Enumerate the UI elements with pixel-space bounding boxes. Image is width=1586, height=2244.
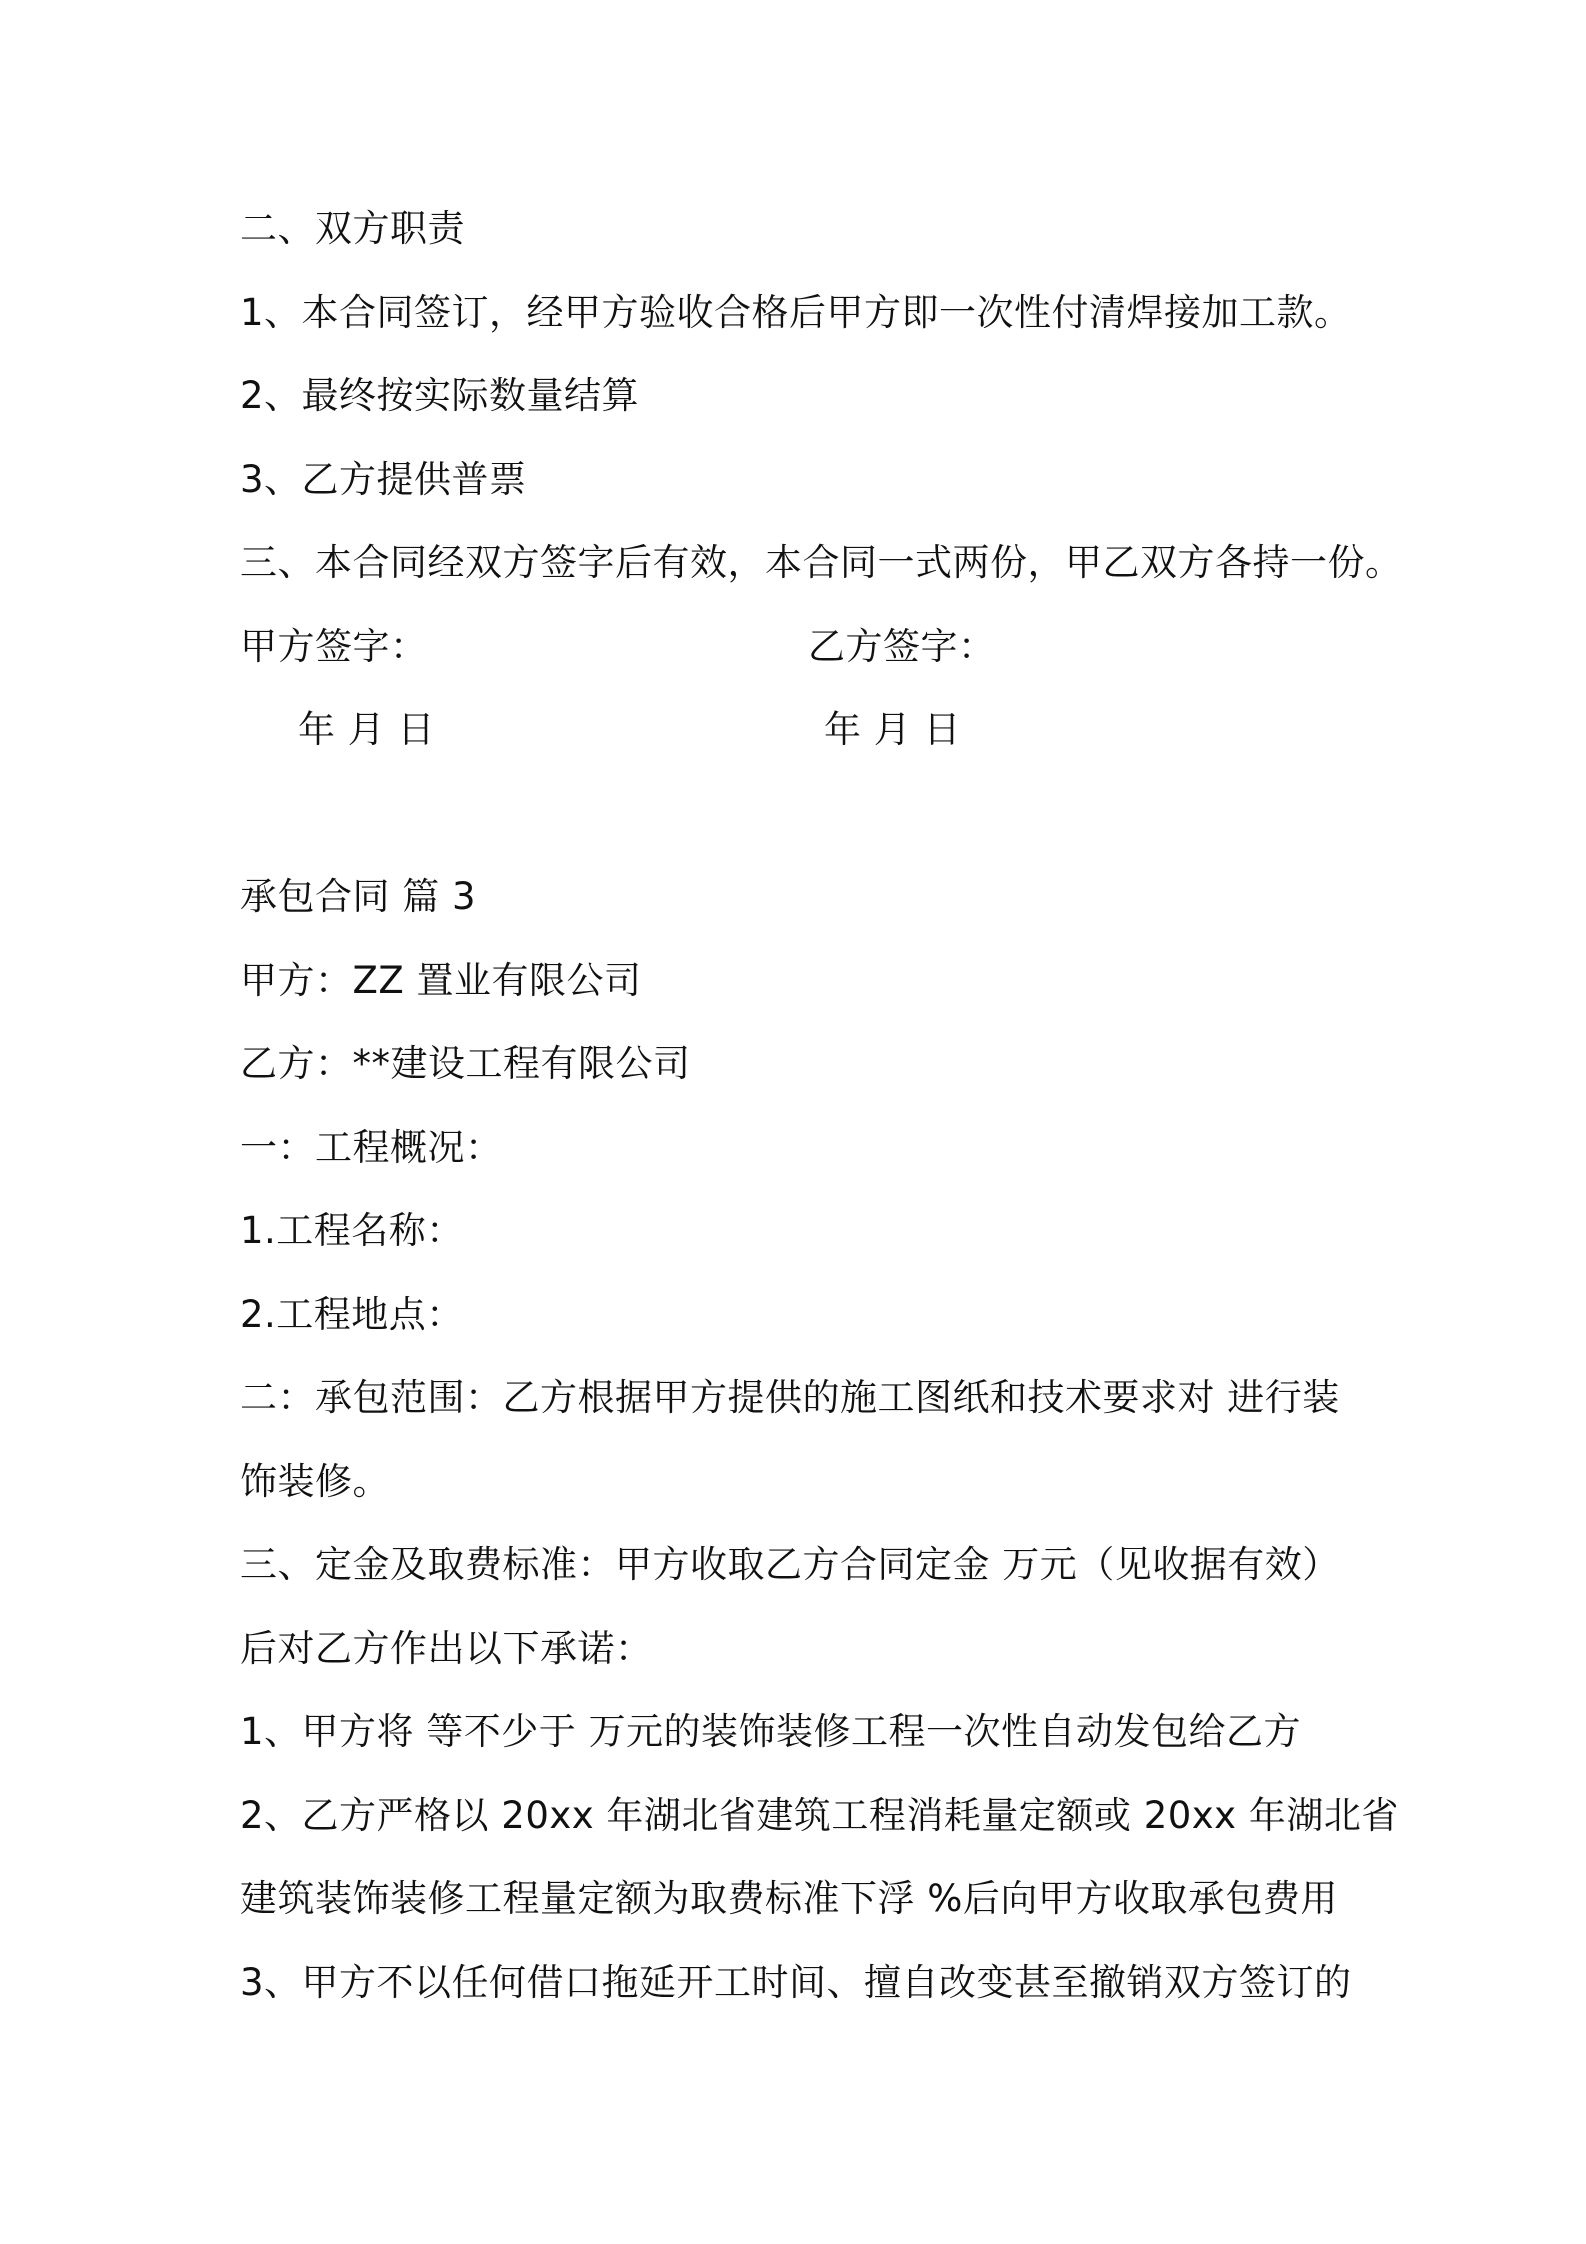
promise-item-2-line-2: 建筑装饰装修工程量定额为取费标准下浮 %后向甲方收取承包费用	[240, 1877, 1338, 1920]
deposit-line-1: 三、定金及取费标准：甲方收取乙方合同定金 万元（见收据有效）	[240, 1543, 1340, 1586]
duty-item-3: 3、乙方提供普票	[240, 458, 527, 501]
duty-item-2: 2、最终按实际数量结算	[240, 374, 640, 417]
scope-line-2: 饰装修。	[240, 1460, 390, 1503]
duty-item-1: 1、本合同签订，经甲方验收合格后甲方即一次性付清焊接加工款。	[240, 291, 1352, 334]
project-overview-heading: 一：工程概况：	[240, 1126, 503, 1169]
section-heading-duties: 二、双方职责	[240, 207, 465, 250]
party-b-signature-label: 乙方签字：	[808, 625, 996, 668]
deposit-line-2: 后对乙方作出以下承诺：	[240, 1627, 653, 1670]
party-b-line: 乙方：**建设工程有限公司	[240, 1042, 691, 1085]
promise-item-2-line-1: 2、乙方严格以 20xx 年湖北省建筑工程消耗量定额或 20xx 年湖北省	[240, 1794, 1399, 1837]
party-a-date: 年 月 日	[298, 708, 436, 751]
project-location-line: 2.工程地点：	[240, 1293, 464, 1336]
party-a-signature-label: 甲方签字：	[240, 625, 428, 668]
party-b-date: 年 月 日	[824, 708, 962, 751]
section-effective-clause: 三、本合同经双方签字后有效，本合同一式两份，甲乙双方各持一份。	[240, 541, 1403, 584]
promise-item-1: 1、甲方将 等不少于 万元的装饰装修工程一次性自动发包给乙方	[240, 1710, 1302, 1753]
contract-title: 承包合同 篇 3	[240, 875, 477, 918]
scope-line-1: 二：承包范围：乙方根据甲方提供的施工图纸和技术要求对 进行装	[240, 1376, 1340, 1419]
project-name-line: 1.工程名称：	[240, 1209, 464, 1252]
party-a-line: 甲方：ZZ 置业有限公司	[240, 959, 642, 1002]
promise-item-3: 3、甲方不以任何借口拖延开工时间、擅自改变甚至撤销双方签订的	[240, 1961, 1352, 2004]
